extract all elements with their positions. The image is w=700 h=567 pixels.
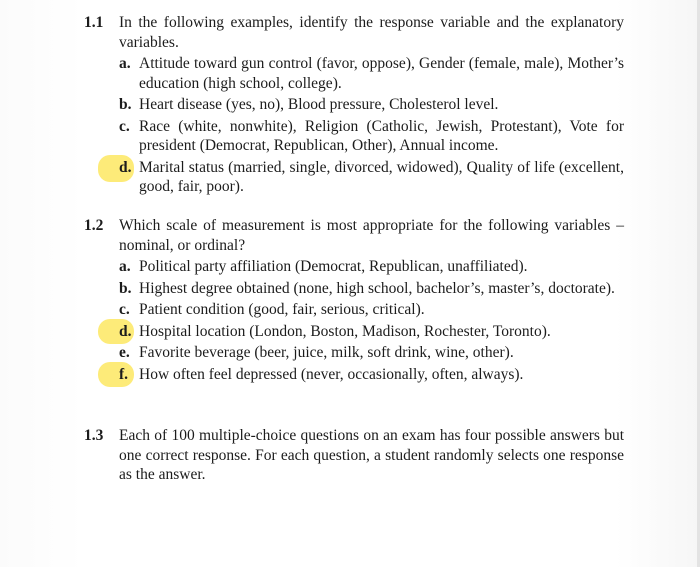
item-label: d. (119, 158, 132, 176)
item-label: c. (119, 301, 130, 318)
problem-1-1 (84, 13, 624, 199)
list-item (119, 279, 624, 299)
item-text: Favorite beverage (beer, juice, milk, soft drink, wine, other). (139, 344, 514, 361)
list-item-highlighted (119, 158, 624, 197)
list-item (119, 54, 624, 93)
item-label: b. (119, 96, 132, 113)
item-text: Patient condition (good, fair, serious, critical). (139, 301, 425, 318)
problem-text: Each of 100 multiple-choice questions on an exam has four possible answers but one correct response. For each question, a student randomly selects one response as the answer. (119, 427, 624, 483)
problem-text: Which scale of measurement is most appropriate for the following variables – nominal, or ordinal? (119, 217, 624, 254)
problem-number: 1.3 (84, 427, 104, 444)
item-label: e. (119, 344, 130, 361)
item-text: Hospital location (London, Boston, Madison, Rochester, Toronto). (139, 322, 551, 340)
list-item (119, 257, 624, 277)
list-item-highlighted (119, 365, 624, 385)
problem-1-3 (84, 426, 624, 485)
problem-1-2 (84, 216, 624, 386)
item-label: b. (119, 279, 132, 297)
item-text: Heart disease (yes, no), Blood pressure, Cholesterol level. (139, 96, 499, 113)
item-text: Race (white, nonwhite), Religion (Catholic, Jewish, Protestant), Vote for president (Democrat, Republican, Other), Annual income. (139, 117, 624, 154)
item-text: Political party affiliation (Democrat, Republican, unaffiliated). (139, 258, 528, 275)
highlighter-mark (98, 362, 134, 387)
item-label: a. (119, 55, 131, 72)
list-item (119, 95, 624, 115)
item-label: f. (119, 365, 129, 383)
problem-items (84, 257, 624, 384)
problem-text: In the following examples, identify the response variable and the explanatory variables. (119, 14, 624, 51)
item-text: Attitude toward gun control (favor, oppose), Gender (female, male), Mother’s education (high school, college). (139, 55, 624, 92)
list-item (119, 343, 624, 363)
list-item (119, 300, 624, 320)
item-label: a. (119, 258, 131, 275)
problem-number: 1.2 (84, 217, 104, 234)
item-text: Marital status (married, single, divorced, widowed), Quality of life (excellent, good, fair, poor). (139, 158, 624, 195)
problem-items (84, 54, 624, 197)
item-label: d. (119, 322, 132, 340)
list-item-highlighted (119, 322, 624, 342)
problem-number: 1.1 (84, 14, 104, 31)
item-text: Highest degree obtained (none, high school, bachelor’s, master’s, doctorate). (139, 279, 615, 297)
item-label: c. (119, 117, 130, 135)
item-text: How often feel depressed (never, occasionally, often, always). (139, 365, 524, 383)
list-item (119, 117, 624, 156)
